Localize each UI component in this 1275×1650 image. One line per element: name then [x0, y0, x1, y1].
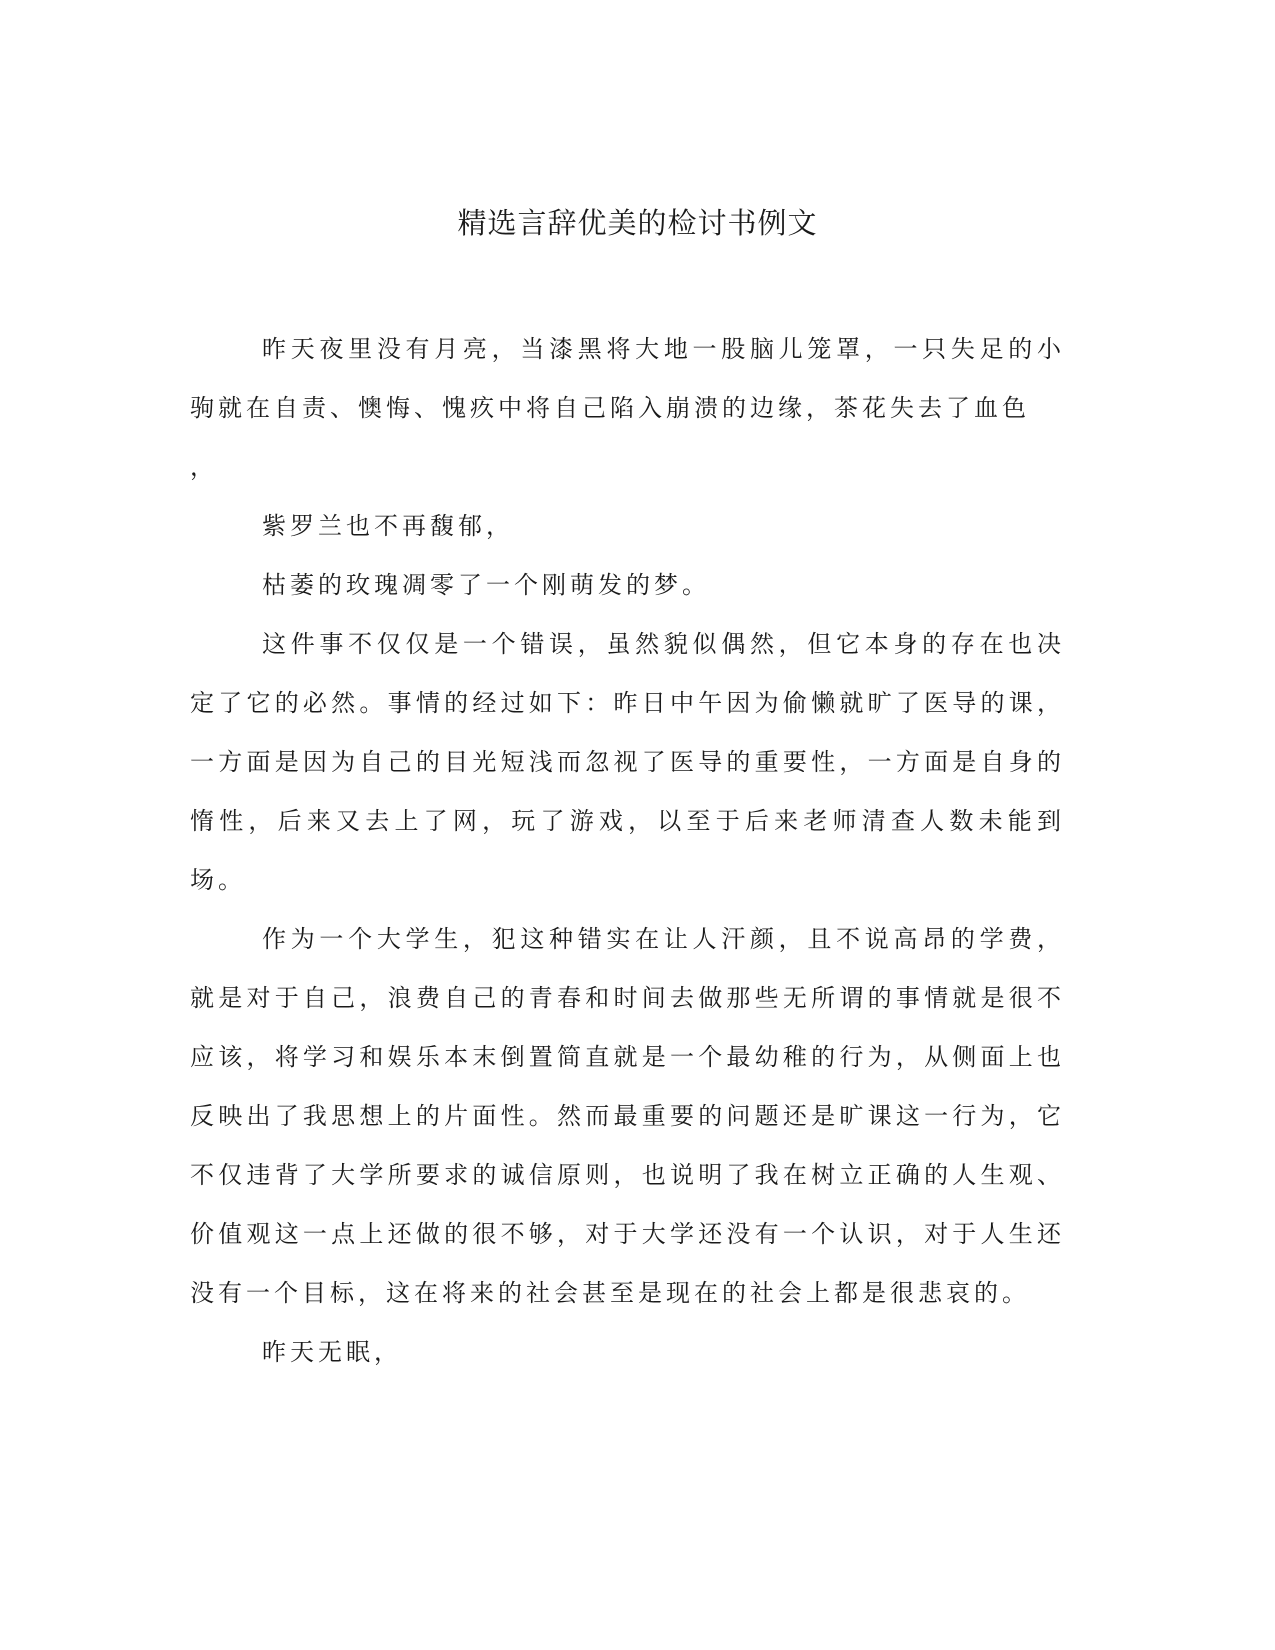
paragraph-4: 枯萎的玫瑰凋零了一个刚萌发的梦。 — [262, 571, 710, 599]
document-title: 精选言辞优美的检讨书例文 — [457, 206, 818, 240]
document-body — [190, 320, 1065, 1382]
paragraph-6: 作为一个大学生，犯这种错实在让人汗颜，且不说高昂的学费，就是对于自己，浪费自己的青春和时间去做那些无所谓的事情就是很不应该，将学习和娱乐本末倒置简直就是一个最幼稚的行为，从侧面上也反映出了我思想上的片面性。然而最重要的问题还是旷课这一行为，它不仅违背了大学所要求的诚信原则，也说明了我在树立正确的人生观、价值观这一点上还做的很不够，对于大学还没有一个认识，对于人生还没有一个目标，这在将来的社会甚至是现在的社会上都是很悲哀的。 — [190, 925, 1065, 1307]
paragraph-2: ， — [190, 453, 218, 481]
paragraph-5: 这件事不仅仅是一个错误，虽然貌似偶然，但它本身的存在也决定了它的必然。事情的经过如下：昨日中午因为偷懒就旷了医导的课，一方面是因为自己的目光短浅而忽视了医导的重要性，一方面是自身的惰性，后来又去上了网，玩了游戏，以至于后来老师清查人数未能到场。 — [190, 630, 1065, 894]
paragraph-3: 紫罗兰也不再馥郁， — [262, 512, 514, 540]
paragraph-1: 昨天夜里没有月亮，当漆黑将大地一股脑儿笼罩，一只失足的小驹就在自责、懊悔、愧疚中将自己陷入崩溃的边缘，茶花失去了血色 — [190, 335, 1065, 422]
paragraph-7: 昨天无眠， — [262, 1338, 402, 1366]
